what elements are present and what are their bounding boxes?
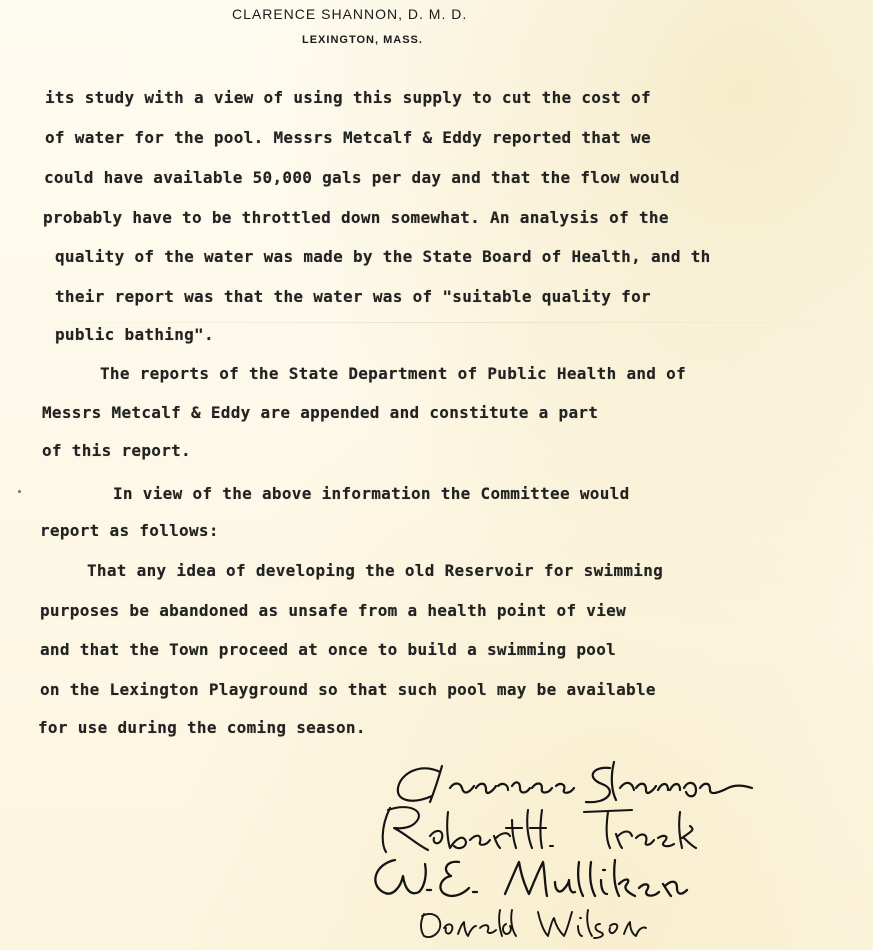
body-line: probably have to be throttled down somewhat. An analysis of the [43, 208, 669, 227]
body-line: its study with a view of using this supply to cut the cost of [45, 88, 651, 107]
body-line: their report was that the water was of "suitable quality for [55, 287, 651, 306]
body-line: Messrs Metcalf & Eddy are appended and constitute a part [42, 403, 599, 422]
letterhead-name: CLARENCE SHANNON, D. M. D. [232, 6, 468, 22]
body-line: for use during the coming season. [38, 718, 366, 737]
body-line: report as follows: [40, 521, 219, 540]
paper-fold-line [0, 322, 873, 323]
body-line: public bathing". [55, 325, 214, 344]
body-line: That any idea of developing the old Reservoir for swimming [87, 561, 664, 580]
signature-robert-trask [370, 798, 700, 858]
body-line: and that the Town proceed at once to build a swimming pool [40, 640, 617, 659]
body-line: quality of the water was made by the State Board of Health, and th [55, 247, 711, 266]
body-line: of this report. [42, 441, 191, 460]
body-line: of water for the pool. Messrs Metcalf & Eddy reported that we [45, 128, 651, 147]
paper-speck [18, 490, 21, 493]
letterhead-city: LEXINGTON, MASS. [302, 34, 423, 46]
signature-donald-wilson [410, 900, 670, 942]
body-line: The reports of the State Department of Public Health and of [100, 364, 687, 383]
signature-block [360, 752, 760, 942]
body-line: on the Lexington Playground so that such pool may be available [40, 680, 656, 699]
body-line: could have available 50,000 gals per day and that the flow would [44, 168, 680, 187]
body-line: purposes be abandoned as unsafe from a health point of view [40, 601, 627, 620]
body-line: In view of the above information the Committee would [113, 484, 630, 503]
